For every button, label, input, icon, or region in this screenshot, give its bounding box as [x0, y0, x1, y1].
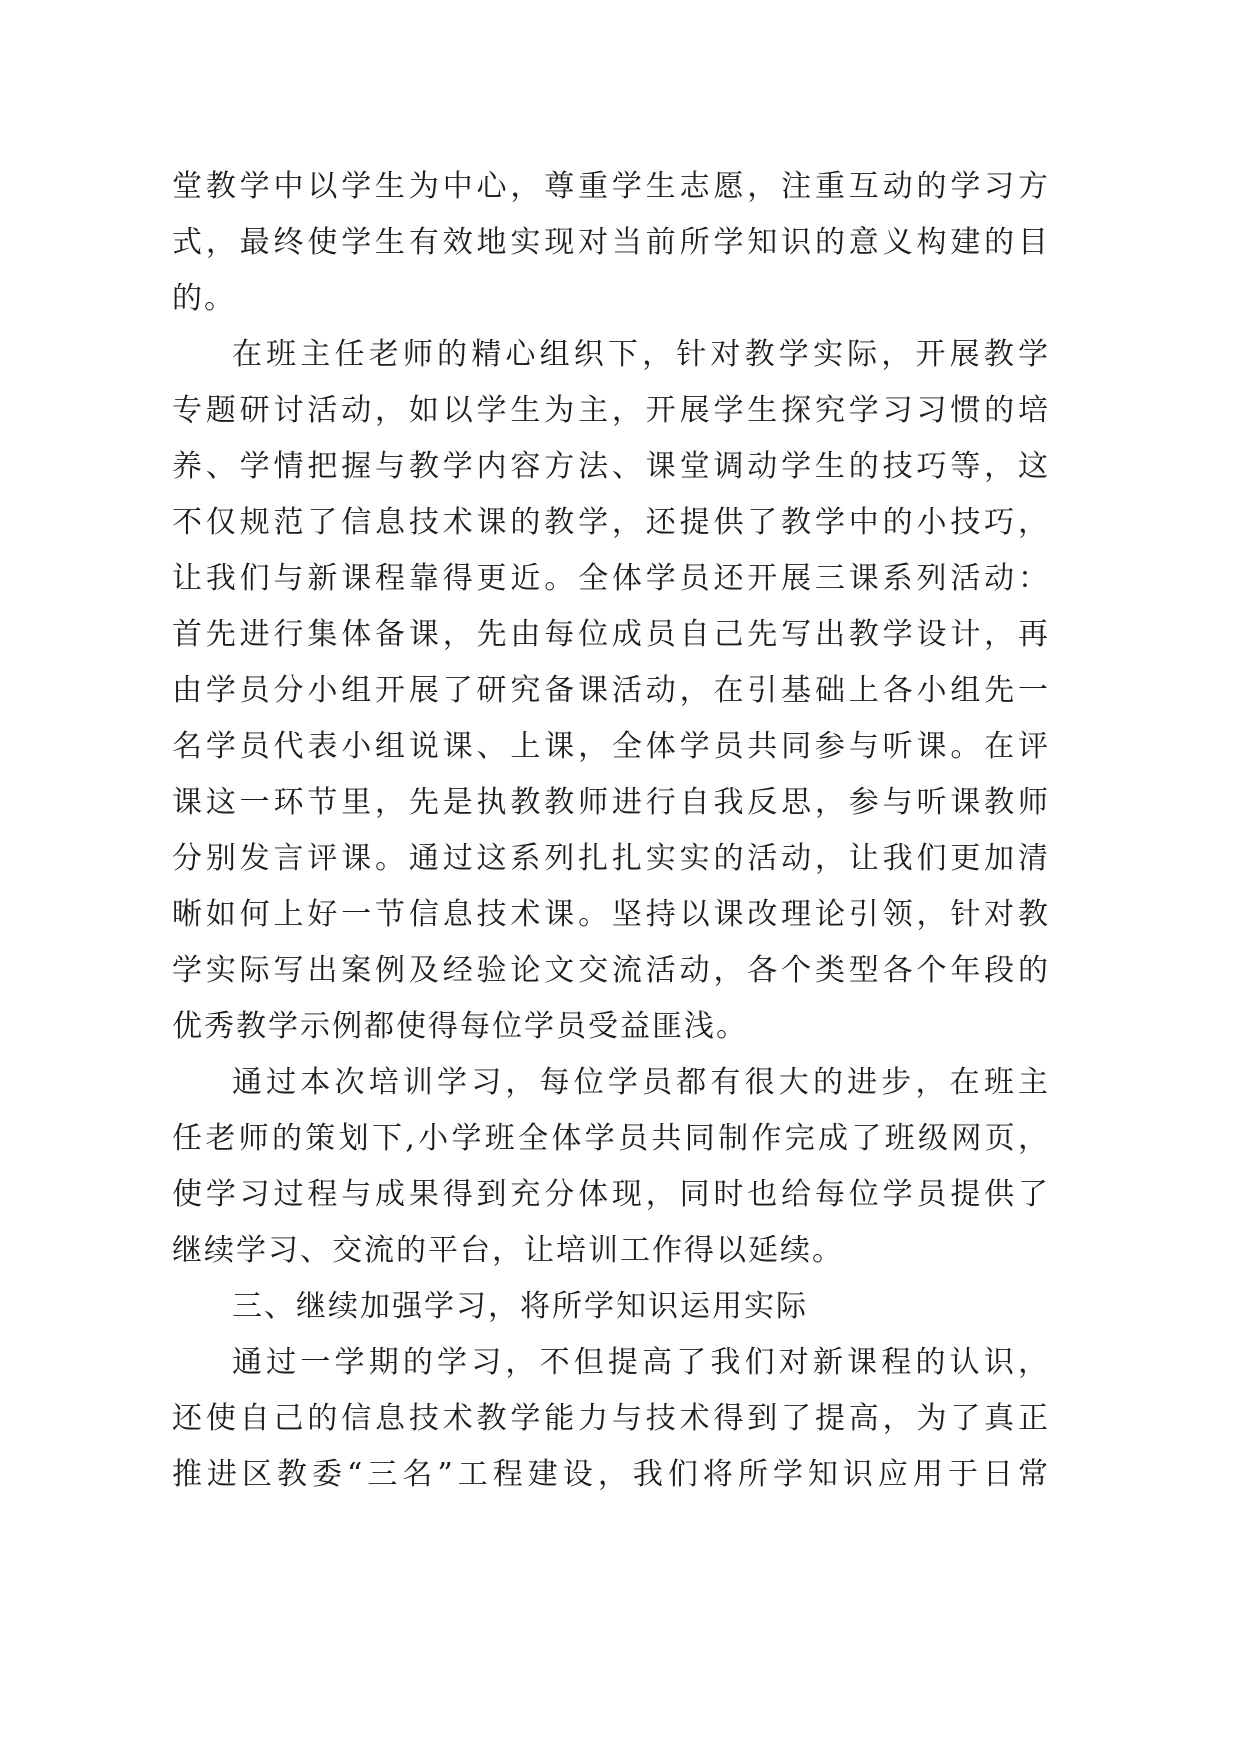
text-line: 继续学习、交流的平台，让培训工作得以延续。 [172, 1233, 844, 1268]
text-line: 由学员分小组开展了研究备课活动，在引基础上各小组先一 [172, 673, 1050, 708]
text-line: 让我们与新课程靠得更近。全体学员还开展三课系列活动： [172, 561, 1050, 596]
text-line: 名学员代表小组说课、上课，全体学员共同参与听课。在评 [172, 729, 1050, 764]
text-line: 在班主任老师的精心组织下，针对教学实际，开展教学 [232, 337, 1050, 372]
section-heading-text: 三、继续加强学习，将所学知识运用实际 [232, 1289, 808, 1324]
document-body [172, 159, 1050, 1503]
text-line: 使学习过程与成果得到充分体现，同时也给每位学员提供了 [172, 1177, 1050, 1212]
section-heading [172, 1279, 1050, 1335]
text-line: 任老师的策划下,小学班全体学员共同制作完成了班级网页， [172, 1121, 1050, 1156]
text-line: 通过一学期的学习，不但提高了我们对新课程的认识， [232, 1345, 1050, 1380]
text-line: 式，最终使学生有效地实现对当前所学知识的意义构建的目 [172, 225, 1050, 260]
paragraph-apply-knowledge [172, 1335, 1050, 1503]
text-line: 推进区教委“三名”工程建设，我们将所学知识应用于日常 [172, 1457, 1050, 1492]
text-line: 优秀教学示例都使得每位学员受益匪浅。 [172, 1009, 748, 1044]
text-line: 通过本次培训学习，每位学员都有很大的进步，在班主 [232, 1065, 1050, 1100]
text-line: 养、学情把握与教学内容方法、课堂调动学生的技巧等，这 [172, 449, 1050, 484]
text-line: 学实际写出案例及经验论文交流活动，各个类型各个年段的 [172, 953, 1050, 988]
text-line: 分别发言评课。通过这系列扎扎实实的活动，让我们更加清 [172, 841, 1050, 876]
text-line: 不仅规范了信息技术课的教学，还提供了教学中的小技巧， [172, 505, 1050, 540]
text-line: 课这一环节里，先是执教教师进行自我反思，参与听课教师 [172, 785, 1050, 820]
text-line: 堂教学中以学生为中心，尊重学生志愿，注重互动的学习方 [172, 169, 1050, 204]
text-line: 晰如何上好一节信息技术课。坚持以课改理论引领，针对教 [172, 897, 1050, 932]
text-line: 首先进行集体备课，先由每位成员自己先写出教学设计，再 [172, 617, 1050, 652]
text-line: 还使自己的信息技术教学能力与技术得到了提高，为了真正 [172, 1401, 1050, 1436]
paragraph-continued [172, 159, 1050, 327]
paragraph-research-activities [172, 327, 1050, 1055]
text-line: 的。 [172, 281, 236, 316]
paragraph-training-progress [172, 1055, 1050, 1279]
text-line: 专题研讨活动，如以学生为主，开展学生探究学习习惯的培 [172, 393, 1050, 428]
